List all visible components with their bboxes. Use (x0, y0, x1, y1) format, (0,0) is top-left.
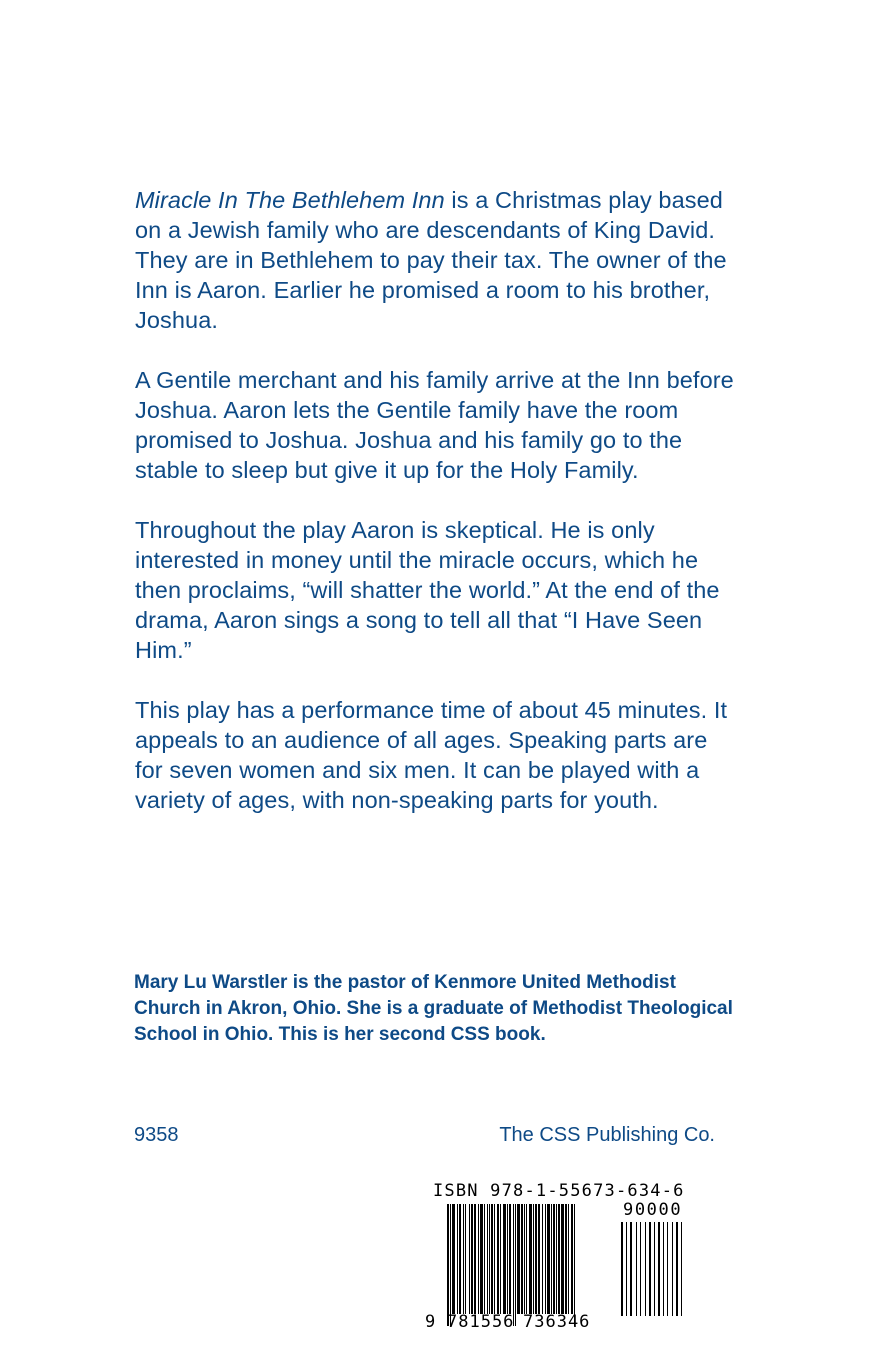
barcode-bar (491, 1204, 493, 1314)
barcode-bar (565, 1204, 567, 1314)
barcode-bar (535, 1204, 537, 1314)
barcode-bar (558, 1204, 560, 1314)
barcode-digits-left: 781556 (447, 1312, 515, 1332)
addon-bar (640, 1222, 641, 1316)
barcode-bar (494, 1204, 495, 1314)
barcode-bar (487, 1204, 488, 1314)
barcode-bar (551, 1204, 552, 1314)
addon-bar (636, 1222, 637, 1316)
addon-bar (626, 1222, 627, 1316)
addon-bar (645, 1222, 646, 1316)
isbn-label: ISBN 978-1-55673-634-6 (433, 1181, 685, 1201)
barcode-bar (574, 1204, 575, 1326)
addon-bar (630, 1222, 632, 1316)
barcode-bar (515, 1204, 516, 1326)
addon-bar (672, 1222, 673, 1316)
addon-bar (663, 1222, 664, 1316)
barcode-bar (459, 1204, 461, 1314)
barcode-bar (571, 1204, 573, 1314)
barcode-bar (497, 1204, 499, 1314)
barcode-bar (529, 1204, 532, 1314)
barcode-bar (547, 1204, 550, 1314)
addon-bar (667, 1222, 668, 1316)
blurb-paragraph-4: This play has a performance time of about 45 minutes. It appeals to an audience of all ages. Speaking parts are for seven women and six men. It can be played with a variety of ages, with non-speaking parts for youth. (135, 697, 728, 813)
barcode-bar (474, 1204, 476, 1314)
barcode-bar (542, 1204, 543, 1314)
back-cover-blurb (135, 185, 735, 845)
barcode-bar (533, 1204, 534, 1314)
barcode-bar (509, 1204, 511, 1314)
barcode-bar (471, 1204, 473, 1314)
barcode-bar (553, 1204, 555, 1314)
isbn-barcode (425, 1178, 705, 1338)
addon-bar (681, 1222, 682, 1316)
barcode-bar (503, 1204, 506, 1314)
barcode-bar (507, 1204, 508, 1314)
barcode-bar (545, 1204, 546, 1314)
price-addon-code: 90000 (623, 1200, 683, 1220)
barcode-bar (517, 1204, 520, 1314)
barcode-bar (526, 1204, 527, 1314)
publisher-name: The CSS Publishing Co. (499, 1124, 715, 1146)
barcode-bar (478, 1204, 479, 1314)
stock-number: 9358 (134, 1124, 179, 1146)
barcode-bar (465, 1204, 466, 1314)
author-bio: Mary Lu Warstler is the pastor of Kenmore United Methodist Church in Akron, Ohio. She is a graduate of Methodist Theological School in Ohio. This is her second CSS book. (134, 972, 733, 1045)
barcode-bar (538, 1204, 540, 1314)
barcode-bar (469, 1204, 470, 1314)
blurb-paragraph-2: A Gentile merchant and his family arrive at the Inn before Joshua. Aaron lets the Gentile family have the room promised to Joshua. Joshua and his family go to the stable to sleep but give it up for the Holy Family. (135, 367, 734, 483)
blurb-paragraph-1 (135, 185, 735, 335)
blurb-paragraph-3: Throughout the play Aaron is skeptical. He is only interested in money until the miracle occurs, which he then proclaims, “will shatter the world.” At the end of the drama, Aaron sings a song to tell all that “I Have Seen Him.” (135, 517, 720, 663)
barcode-bar (561, 1204, 564, 1314)
barcode-bar (450, 1204, 451, 1326)
addon-bar (676, 1222, 678, 1316)
barcode-bar (556, 1204, 557, 1314)
barcode-bar (457, 1204, 458, 1314)
barcode-bar (524, 1204, 525, 1314)
barcode-bar (489, 1204, 490, 1314)
barcode-bar (452, 1204, 455, 1314)
barcode-bar (521, 1204, 523, 1314)
barcode-bar (447, 1204, 449, 1326)
barcode-bar (513, 1204, 514, 1326)
barcode-bar (480, 1204, 483, 1314)
barcode-bar (463, 1204, 464, 1314)
blurb-paragraph-1-text: is a Christmas play based on a Jewish family who are descendants of King David. They are in Bethlehem to pay their tax. The owner of the Inn is Aaron. Earlier he promised a room to his brother, Joshua. (135, 187, 727, 333)
addon-bar (654, 1222, 655, 1316)
addon-bar (649, 1222, 651, 1316)
barcode-digits (425, 1312, 603, 1332)
addon-bar (621, 1222, 623, 1316)
addon-bar (658, 1222, 660, 1316)
barcode-digits-right: 736346 (523, 1312, 591, 1332)
barcode-bar (484, 1204, 485, 1314)
barcode-bar (500, 1204, 501, 1314)
barcode-digit-first: 9 (425, 1312, 437, 1332)
barcode-bar (568, 1204, 569, 1314)
play-title: Miracle In The Bethlehem Inn (135, 187, 445, 213)
